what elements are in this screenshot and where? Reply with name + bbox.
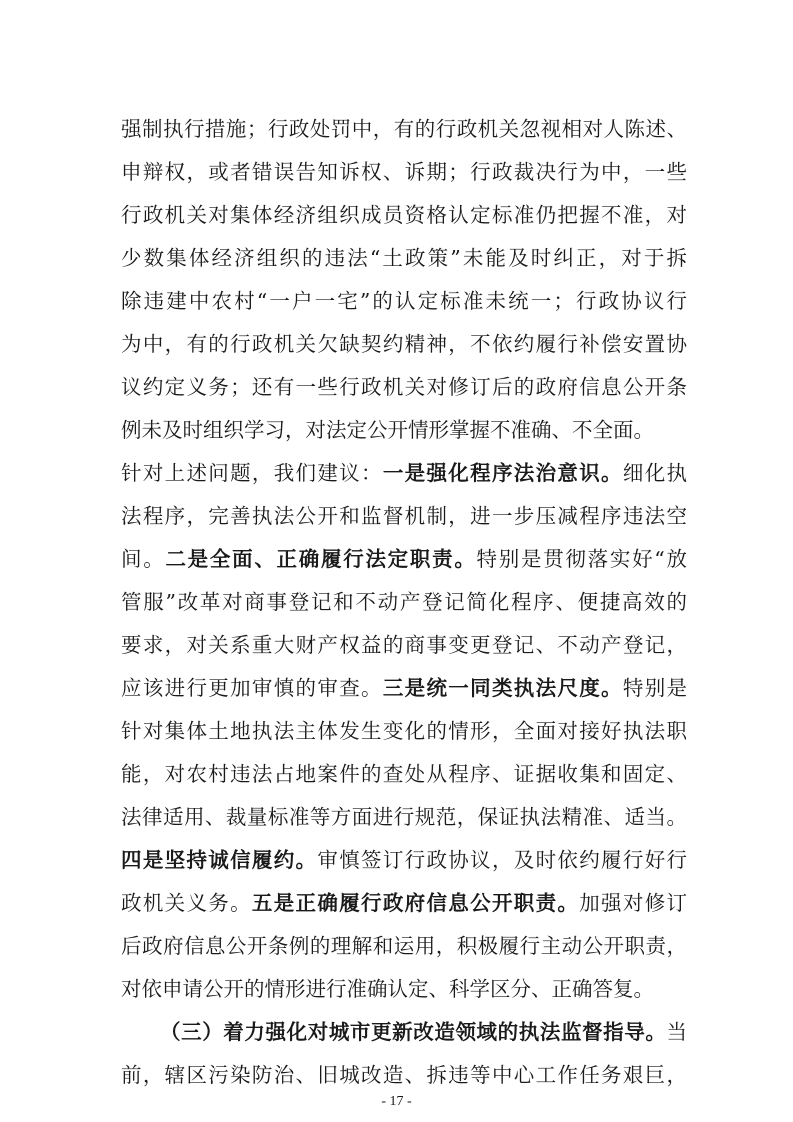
- text-line-13: 要求，对关系重大财产权益的商事变更登记、不动产登记，: [121, 633, 687, 657]
- text-line-1: 强制执行措施；行政处罚中，有的行政机关忽视相对人陈述、: [121, 117, 687, 141]
- text-line-3: 行政机关对集体经济组织成员资格认定标准仍把握不准，对: [121, 203, 687, 227]
- text-line-18: 四是坚持诚信履约。审慎签订行政协议，及时依约履行好行: [121, 848, 687, 872]
- text-line-11: 间。二是全面、正确履行法定职责。特别是贯彻落实好“放: [121, 547, 687, 571]
- text-line-2: 申辩权，或者错误告知诉权、诉期；行政裁决行为中，一些: [121, 160, 687, 184]
- text-line-12: 管服”改革对商事登记和不动产登记简化程序、便捷高效的: [121, 590, 687, 614]
- text-line-5: 除违建中农村“一户一宅”的认定标准未统一；行政协议行: [121, 289, 687, 313]
- bold-point-2: 二是全面、正确履行法定职责。: [165, 547, 477, 571]
- text-line-6: 为中，有的行政机关欠缺契约精神，不依约履行补偿安置协: [121, 332, 687, 356]
- page-number: - 17 -: [381, 1094, 412, 1109]
- text-line-23: 前，辖区污染防治、旧城改造、拆违等中心工作任务艰巨，: [121, 1063, 687, 1087]
- text-line-14: 应该进行更加审慎的审查。三是统一同类执法尺度。特别是: [121, 676, 687, 700]
- text-line-21: 对依申请公开的情形进行准确认定、科学区分、正确答复。: [121, 977, 654, 1001]
- bold-point-3: 三是统一同类执法尺度。: [382, 676, 623, 700]
- text-line-22: （三）着力强化对城市更新改造领域的执法监督指导。当: [160, 1020, 687, 1044]
- text-line-17: 法律适用、裁量标准等方面进行规范，保证执法精准、适当。: [121, 805, 687, 829]
- bold-point-1: 一是强化程序法治意识。: [382, 461, 623, 485]
- text-line-16: 能，对农村违法占地案件的查处从程序、证据收集和固定、: [121, 762, 687, 786]
- text-line-4: 少数集体经济组织的违法“土政策”未能及时纠正，对于拆: [121, 246, 687, 270]
- bold-point-4: 四是坚持诚信履约。: [121, 848, 318, 872]
- text-line-7: 议约定义务；还有一些行政机关对修订后的政府信息公开条: [121, 375, 687, 399]
- text-line-8: 例未及时组织学习，对法定公开情形掌握不准确、不全面。: [121, 418, 654, 442]
- text-line-15: 针对集体土地执法主体发生变化的情形，全面对接好执法职: [121, 719, 687, 743]
- text-line-10: 法程序，完善执法公开和监督机制，进一步压减程序违法空: [121, 504, 687, 528]
- text-line-9: 针对上述问题，我们建议：一是强化程序法治意识。细化执: [121, 461, 687, 485]
- text-line-20: 后政府信息公开条例的理解和运用，积极履行主动公开职责，: [121, 934, 687, 958]
- bold-point-5: 五是正确履行政府信息公开职责。: [251, 891, 580, 915]
- section-heading-3: （三）着力强化对城市更新改造领域的执法监督指导。: [160, 1020, 667, 1044]
- text-line-19: 政机关义务。五是正确履行政府信息公开职责。加强对修订: [121, 891, 687, 915]
